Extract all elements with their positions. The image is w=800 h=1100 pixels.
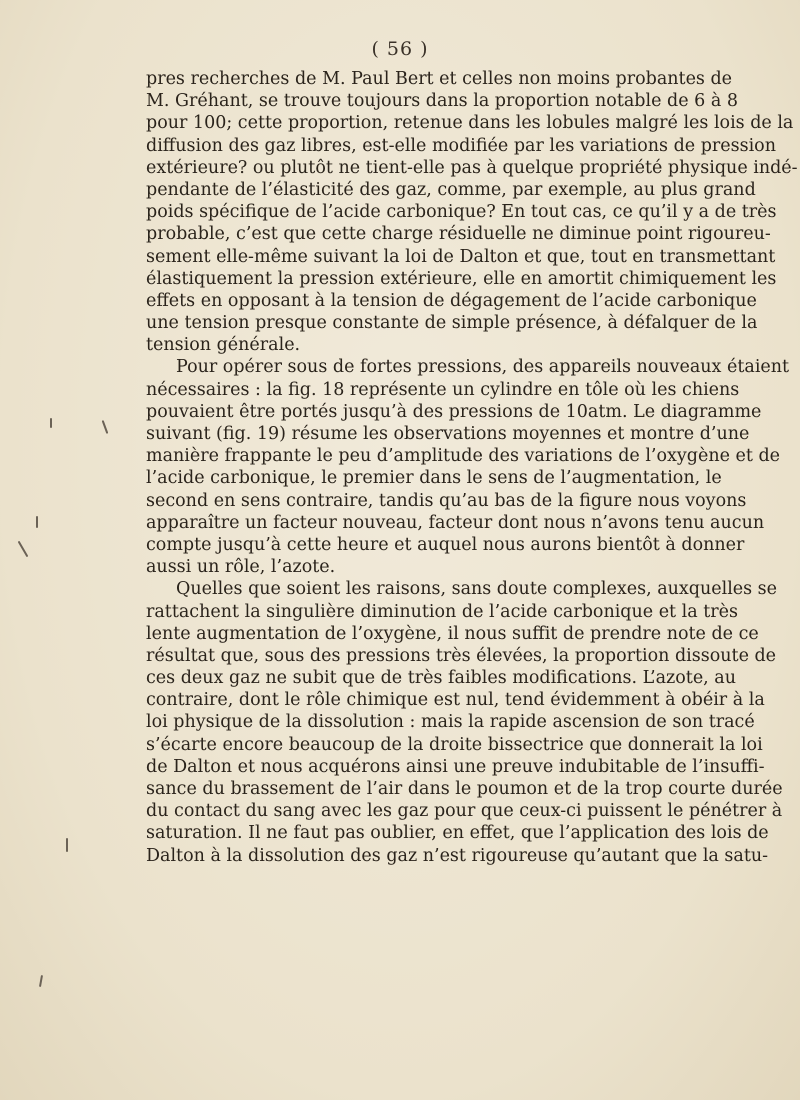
page-number: ( 56 )	[371, 38, 429, 60]
text-line: diffusion des gaz libres, est-elle modifiée par les variations de pression	[146, 135, 776, 156]
margin-mark	[39, 975, 43, 987]
text-line: du contact du sang avec les gaz pour que ceux-ci puissent le pénétrer à	[146, 801, 783, 822]
text-line: M. Gréhant, se trouve toujours dans la proportion notable de 6 à 8	[146, 91, 738, 112]
text-line: sance du brassement de l’air dans le poumon et de la trop courte durée	[146, 779, 783, 799]
text-line: rattachent la singulière diminution de l’acide carbonique et la très	[146, 601, 738, 622]
text-line: résultat que, sous des pressions très élevées, la proportion dissoute de	[146, 645, 777, 666]
text-line: compte jusqu’à cette heure et auquel nous aurons bientôt à donner	[146, 534, 745, 555]
text-line: Dalton à la dissolution des gaz n’est rigoureuse qu’autant que la satu-	[146, 845, 769, 866]
text-line: effets en opposant à la tension de dégagement de l’acide carbonique	[146, 290, 757, 311]
text-line: Quelles que soient les raisons, sans doute complexes, auxquelles se	[176, 579, 778, 600]
text-line: saturation. Il ne faut pas oublier, en effet, que l’application des lois de	[146, 823, 769, 844]
text-line: apparaître un facteur nouveau, facteur dont nous n’avons tenu aucun	[146, 512, 765, 533]
text-line: s’écarte encore beaucoup de la droite bissectrice que donnerait la loi	[146, 734, 763, 755]
text-line: lente augmentation de l’oxygène, il nous suffit de prendre note de ce	[146, 623, 759, 644]
text-line: tension générale.	[146, 335, 301, 356]
text-line: poids spécifique de l’acide carbonique? En tout cas, ce qu’il y a de très	[146, 202, 777, 223]
margin-mark	[66, 838, 68, 852]
text-line: second en sens contraire, tandis qu’au bas de la figure nous voyons	[146, 490, 747, 511]
text-line: pres recherches de M. Paul Bert et celles non moins probantes de	[146, 69, 733, 89]
text-line: pour 100; cette proportion, retenue dans les lobules malgré les lois de la	[146, 113, 794, 134]
text-line: l’acide carbonique, le premier dans le sens de l’augmentation, le	[146, 468, 722, 489]
text-line: Pour opérer sous de fortes pressions, des appareils nouveaux étaient	[176, 357, 790, 378]
margin-mark	[36, 516, 38, 528]
body-text	[146, 68, 798, 867]
text-line: suivant (fig. 19) résume les observations moyennes et montre d’une	[146, 424, 750, 444]
text-line: pendante de l’élasticité des gaz, comme, par exemple, au plus grand	[146, 179, 756, 200]
margin-mark	[102, 420, 109, 434]
margin-mark	[50, 418, 52, 428]
text-line: probable, c’est que cette charge résiduelle ne diminue point rigoureu-	[146, 224, 771, 245]
text-line: contraire, dont le rôle chimique est nul, tend évidemment à obéir à la	[146, 690, 765, 711]
text-line: nécessaires : la fig. 18 représente un cylindre en tôle où les chiens	[146, 379, 740, 400]
text-line: ces deux gaz ne subit que de très faibles modifications. L’azote, au	[146, 668, 737, 689]
text-line: de Dalton et nous acquérons ainsi une preuve indubitable de l’insuffi-	[146, 756, 765, 777]
text-line: loi physique de la dissolution : mais la rapide ascension de son tracé	[146, 712, 755, 733]
margin-mark	[18, 541, 29, 558]
text-line: manière frappante le peu d’amplitude des variations de l’oxygène et de	[146, 446, 781, 467]
text-line: pouvaient être portés jusqu’à des pressions de 10atm. Le diagramme	[146, 401, 762, 422]
text-line: élastiquement la pression extérieure, elle en amortit chimiquement les	[146, 268, 777, 289]
text-line: aussi un rôle, l’azote.	[146, 557, 336, 578]
text-line: sement elle-même suivant la loi de Dalton et que, tout en transmettant	[146, 246, 776, 267]
text-line: une tension presque constante de simple présence, à défalquer de la	[146, 313, 758, 334]
text-line: extérieure? ou plutôt ne tient-elle pas à quelque propriété physique indé-	[146, 157, 798, 178]
